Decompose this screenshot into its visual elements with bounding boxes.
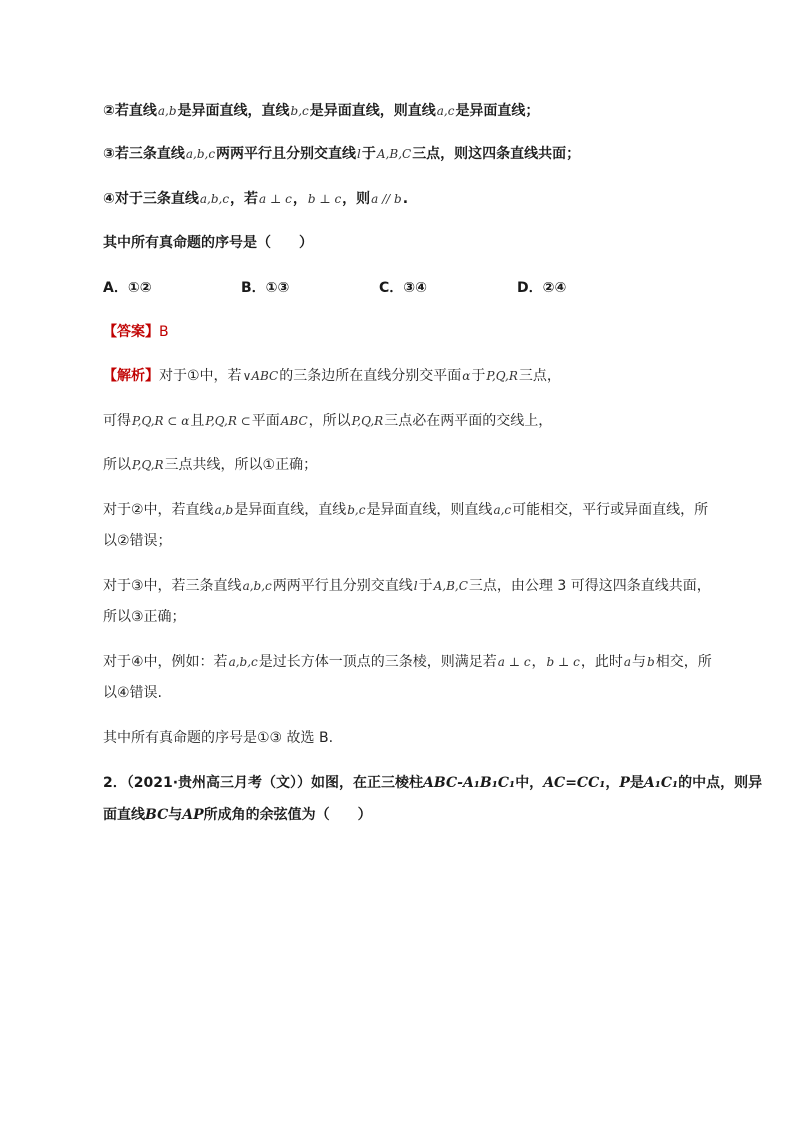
choice-d[interactable] bbox=[517, 278, 655, 298]
math-triangle-abc: ∨ABC bbox=[242, 369, 279, 383]
choice-c[interactable] bbox=[379, 278, 517, 298]
math-p-q-r: P,Q,R bbox=[351, 414, 384, 428]
math-a-perp-c: a ⊥ c bbox=[497, 655, 531, 669]
math-a-b: a,b bbox=[214, 503, 234, 517]
statement-3-text-4: 三点，则这四条直线共面； bbox=[412, 146, 581, 162]
math-a-b-c: a,b,c bbox=[228, 655, 258, 669]
math-l: l bbox=[357, 147, 361, 161]
analysis-text: 且 bbox=[190, 413, 205, 429]
analysis-text: 对于②中，若直线 bbox=[103, 502, 214, 518]
math-p-q-r: P,Q,R bbox=[486, 369, 518, 383]
analysis-text: 是过长方体一顶点的三条棱，则满足若 bbox=[258, 654, 497, 670]
analysis-line-3 bbox=[103, 455, 734, 475]
analysis-line-1 bbox=[103, 366, 734, 386]
analysis-text: 的三条边所在直线分别交平面 bbox=[279, 368, 462, 384]
math-b: b bbox=[647, 655, 655, 669]
analysis-line-9: 以④错误. bbox=[103, 685, 163, 701]
answer-line bbox=[103, 322, 734, 342]
question-2-text: 与 bbox=[168, 807, 183, 823]
answer-value: B bbox=[159, 324, 169, 340]
question-2-text: 2．（2021·贵州高三月考（文））如图，在正三棱柱 bbox=[103, 775, 424, 791]
math-a-perp-c: a ⊥ c bbox=[259, 192, 292, 206]
math-b-c: b,c bbox=[347, 503, 366, 517]
analysis-line-10: 其中所有真命题的序号是①③ 故选 B. bbox=[103, 730, 334, 746]
choices-row bbox=[103, 278, 734, 298]
math-a: a bbox=[623, 655, 632, 669]
choice-b[interactable] bbox=[241, 278, 379, 298]
analysis-text: ，所以 bbox=[308, 413, 351, 429]
question-2-line-1 bbox=[103, 773, 763, 793]
math-a-c: a,c bbox=[436, 104, 455, 118]
question-2-line-2 bbox=[103, 805, 734, 825]
math-p-q-r: P,Q,R bbox=[132, 458, 164, 472]
math-b-c: b,c bbox=[290, 104, 309, 118]
analysis-line-7: 所以③正确； bbox=[103, 609, 186, 625]
analysis-text: 所以 bbox=[103, 457, 131, 473]
math-a-b: a,b bbox=[157, 104, 177, 118]
analysis-text: 对于④中，例如：若 bbox=[103, 654, 228, 670]
choice-value: ①② bbox=[127, 280, 152, 296]
analysis-text: 可能相交，平行或异面直线，所 bbox=[512, 502, 709, 518]
statement-3-text-1: ③若三条直线 bbox=[103, 146, 185, 162]
answer-label: 【答案】 bbox=[103, 324, 159, 340]
math-a-c: a,c bbox=[493, 503, 512, 517]
analysis-text: 对于③中，若三条直线 bbox=[103, 578, 242, 594]
choice-value: ①③ bbox=[265, 280, 290, 296]
analysis-text: 平面 bbox=[251, 413, 280, 429]
math-a-b-c: a,b,c bbox=[242, 579, 272, 593]
math-pqr-subset: P,Q,R ⊂ bbox=[205, 414, 251, 428]
statement-2 bbox=[103, 101, 734, 121]
analysis-text: 与 bbox=[632, 654, 647, 670]
statement-4-text-5: . bbox=[402, 191, 409, 207]
math-A-B-C: A,B,C bbox=[376, 147, 412, 161]
statement-4-text-2: ，若 bbox=[230, 191, 259, 207]
analysis-text: 是异面直线，则直线 bbox=[366, 502, 493, 518]
analysis-text: 可得 bbox=[103, 413, 131, 429]
analysis-text: 三点，由公理 3 可得这四条直线共面， bbox=[468, 578, 711, 594]
math-p: P bbox=[619, 775, 630, 791]
math-a-parallel-b: a // b bbox=[371, 192, 402, 206]
analysis-line-4 bbox=[103, 500, 734, 520]
question-2-text: 所成角的余弦值为（ ） bbox=[203, 807, 372, 823]
math-l: l bbox=[413, 579, 418, 593]
analysis-line-2 bbox=[103, 411, 734, 431]
math-ap: AP bbox=[182, 807, 204, 823]
analysis-text: 三点共线，所以①正确； bbox=[164, 457, 318, 473]
choice-letter: D． bbox=[517, 280, 543, 296]
math-b-perp-c: b ⊥ c bbox=[546, 655, 580, 669]
statement-4 bbox=[103, 189, 734, 209]
statement-4-text-4: ，则 bbox=[342, 191, 371, 207]
statement-3 bbox=[103, 144, 734, 164]
math-b-perp-c: b ⊥ c bbox=[307, 192, 342, 206]
math-A-B-C: A,B,C bbox=[433, 579, 468, 593]
analysis-text: 三点必在两平面的交线上， bbox=[384, 413, 553, 429]
statement-3-text-3: 于 bbox=[361, 146, 376, 162]
choice-letter: B． bbox=[241, 280, 266, 296]
analysis-label: 【解析】 bbox=[103, 368, 159, 384]
choice-value: ②④ bbox=[542, 280, 567, 296]
choice-letter: C． bbox=[379, 280, 404, 296]
analysis-line-6 bbox=[103, 576, 734, 596]
question-2-text: 面直线 bbox=[103, 807, 145, 823]
statement-4-text-1: ④对于三条直线 bbox=[103, 191, 199, 207]
analysis-text: ， bbox=[531, 654, 546, 670]
math-a-b-c: a,b,c bbox=[199, 192, 230, 206]
analysis-text: 两两平行且分别交直线 bbox=[272, 578, 413, 594]
math-prism-name: ABC-A₁B₁C₁ bbox=[423, 775, 516, 791]
analysis-text: ，此时 bbox=[580, 654, 623, 670]
statement-2-text-1: ②若直线 bbox=[103, 103, 157, 119]
math-alpha: α bbox=[462, 369, 471, 383]
math-abc: ABC bbox=[280, 414, 308, 428]
statement-2-text-3: 是异面直线，则直线 bbox=[309, 103, 436, 119]
analysis-line-5: 以②错误； bbox=[103, 533, 172, 549]
statement-4-text-3: ， bbox=[292, 191, 307, 207]
question-2-text: 中， bbox=[515, 775, 544, 791]
analysis-text: 相交，所 bbox=[655, 654, 712, 670]
choice-value: ③④ bbox=[403, 280, 427, 296]
math-ac-eq-cc1: AC=CC₁ bbox=[543, 775, 606, 791]
question-2-text: 的中点，则异 bbox=[678, 775, 763, 791]
analysis-text: 三点， bbox=[518, 368, 561, 384]
math-a1c1: A₁C₁ bbox=[643, 775, 679, 791]
analysis-text: 于 bbox=[418, 578, 433, 594]
analysis-line-8 bbox=[103, 652, 734, 672]
math-bc: BC bbox=[145, 807, 169, 823]
analysis-text: 于 bbox=[471, 368, 486, 384]
analysis-text: 对于①中，若 bbox=[159, 368, 242, 384]
question-2-text: 是 bbox=[629, 775, 644, 791]
analysis-text: 是异面直线，直线 bbox=[234, 502, 347, 518]
math-a-b-c: a,b,c bbox=[185, 147, 216, 161]
math-pqr-subset-alpha: P,Q,R ⊂ α bbox=[132, 414, 190, 428]
statement-3-text-2: 两两平行且分别交直线 bbox=[216, 146, 357, 162]
choice-letter: A． bbox=[103, 280, 128, 296]
question-2-text: ， bbox=[605, 775, 620, 791]
statement-2-text-4: 是异面直线； bbox=[455, 103, 540, 119]
choice-a[interactable] bbox=[103, 278, 241, 298]
question-prompt: 其中所有真命题的序号是（ ） bbox=[103, 235, 313, 251]
statement-2-text-2: 是异面直线，直线 bbox=[177, 103, 290, 119]
